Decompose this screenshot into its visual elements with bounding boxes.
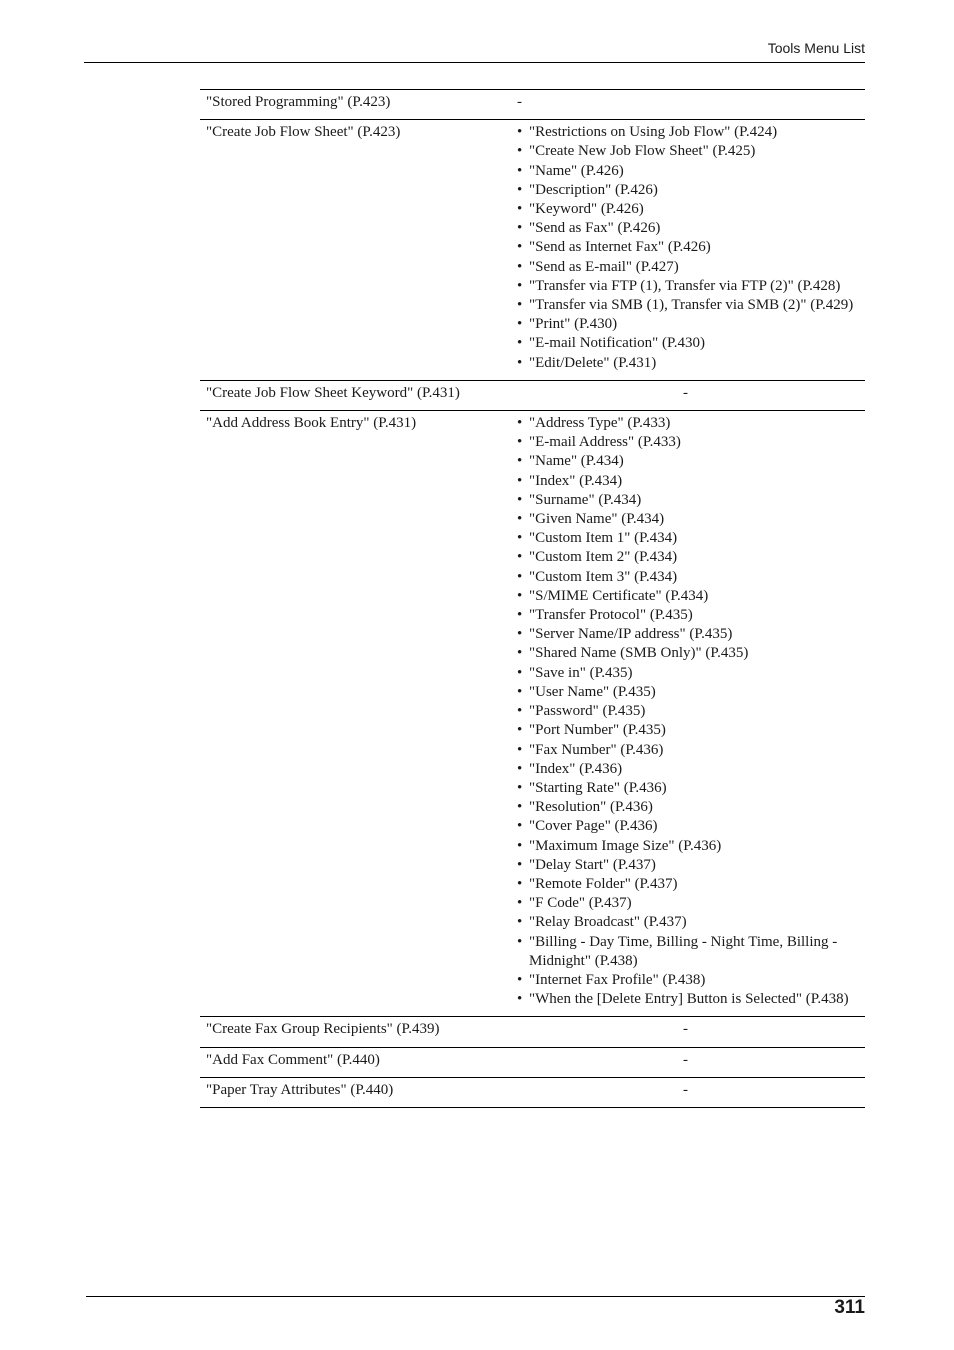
table-row [200, 1077, 865, 1107]
menu-item-cell: "Create Job Flow Sheet Keyword" (P.431) [200, 380, 512, 410]
submenu-item: • "Transfer via FTP (1), Transfer via FTP (2)" (P.428) [517, 277, 859, 296]
menu-item-cell: "Paper Tray Attributes" (P.440) [200, 1077, 512, 1107]
submenu-item: • "Shared Name (SMB Only)" (P.435) [517, 644, 859, 663]
submenu-item: • "Cover Page" (P.436) [517, 817, 859, 836]
submenu-item: • "Password" (P.435) [517, 702, 859, 721]
submenu-item: • "Custom Item 1" (P.434) [517, 529, 859, 548]
table-row [200, 1047, 865, 1077]
submenu-item: • "Index" (P.436) [517, 760, 859, 779]
submenu-dash: - [512, 380, 865, 410]
submenu-item: • "Starting Rate" (P.436) [517, 779, 859, 798]
tools-menu-table [200, 89, 865, 1108]
submenu-dash: - [512, 90, 865, 120]
submenu-list [517, 414, 859, 1009]
submenu-dash: - [512, 1047, 865, 1077]
submenu-item: • "Custom Item 2" (P.434) [517, 548, 859, 567]
page-number: 311 [834, 1297, 865, 1318]
submenu-item: • "Transfer Protocol" (P.435) [517, 606, 859, 625]
submenu-item: • "Internet Fax Profile" (P.438) [517, 971, 859, 990]
submenu-item: • "Address Type" (P.433) [517, 414, 859, 433]
menu-item-cell: "Create Fax Group Recipients" (P.439) [200, 1017, 512, 1047]
submenu-item: • "E-mail Notification" (P.430) [517, 334, 859, 353]
submenu-item: • "Surname" (P.434) [517, 491, 859, 510]
submenu-item: • "Resolution" (P.436) [517, 798, 859, 817]
table-row [200, 411, 865, 1017]
submenu-item: • "Port Number" (P.435) [517, 721, 859, 740]
page-header-title: Tools Menu List [767, 40, 865, 56]
submenu-item: • "Billing - Day Time, Billing - Night Time, Billing - Midnight" (P.438) [517, 933, 859, 971]
submenu-item: • "Keyword" (P.426) [517, 200, 859, 219]
submenu-item: • "S/MIME Certificate" (P.434) [517, 587, 859, 606]
menu-item-cell: "Add Fax Comment" (P.440) [200, 1047, 512, 1077]
submenu-item: • "Print" (P.430) [517, 315, 859, 334]
submenu-item: • "Send as Fax" (P.426) [517, 219, 859, 238]
submenu-item: • "Save in" (P.435) [517, 664, 859, 683]
table-row [200, 1017, 865, 1047]
submenu-item: • "Index" (P.434) [517, 472, 859, 491]
submenu-item: • "Server Name/IP address" (P.435) [517, 625, 859, 644]
submenu-item: • "Name" (P.426) [517, 162, 859, 181]
table-row [200, 120, 865, 381]
submenu-cell [512, 120, 865, 381]
submenu-item: • "When the [Delete Entry] Button is Selected" (P.438) [517, 990, 859, 1009]
submenu-item: • "E-mail Address" (P.433) [517, 433, 859, 452]
submenu-item: • "Send as Internet Fax" (P.426) [517, 238, 859, 257]
submenu-item: • "Custom Item 3" (P.434) [517, 568, 859, 587]
submenu-item: • "Description" (P.426) [517, 181, 859, 200]
submenu-list [517, 123, 859, 373]
submenu-item: • "Edit/Delete" (P.431) [517, 354, 859, 373]
table-row [200, 90, 865, 120]
submenu-item: • "User Name" (P.435) [517, 683, 859, 702]
submenu-item: • "F Code" (P.437) [517, 894, 859, 913]
submenu-item: • "Relay Broadcast" (P.437) [517, 913, 859, 932]
submenu-item: • "Delay Start" (P.437) [517, 856, 859, 875]
submenu-item: • "Fax Number" (P.436) [517, 741, 859, 760]
menu-item-cell: "Add Address Book Entry" (P.431) [200, 411, 512, 1017]
submenu-item: • "Remote Folder" (P.437) [517, 875, 859, 894]
submenu-item: • "Transfer via SMB (1), Transfer via SMB (2)" (P.429) [517, 296, 859, 315]
menu-item-cell: "Stored Programming" (P.423) [200, 90, 512, 120]
submenu-item: • "Restrictions on Using Job Flow" (P.424) [517, 123, 859, 142]
header-rule [84, 62, 865, 63]
submenu-item: • "Send as E-mail" (P.427) [517, 258, 859, 277]
table-row [200, 380, 865, 410]
submenu-dash: - [512, 1077, 865, 1107]
submenu-cell [512, 411, 865, 1017]
submenu-item: • "Name" (P.434) [517, 452, 859, 471]
menu-item-cell: "Create Job Flow Sheet" (P.423) [200, 120, 512, 381]
submenu-item: • "Maximum Image Size" (P.436) [517, 837, 859, 856]
submenu-item: • "Given Name" (P.434) [517, 510, 859, 529]
submenu-dash: - [512, 1017, 865, 1047]
footer-rule [86, 1296, 865, 1297]
submenu-item: • "Create New Job Flow Sheet" (P.425) [517, 142, 859, 161]
